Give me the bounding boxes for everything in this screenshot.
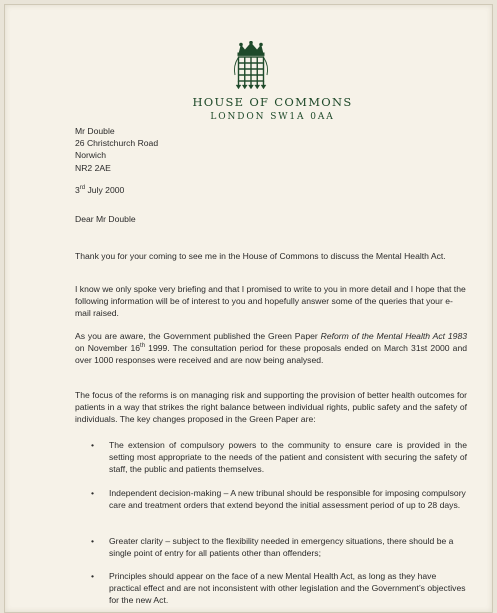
- paragraph-green-paper: [75, 330, 467, 367]
- recipient-line: 26 Christchurch Road: [75, 138, 159, 149]
- p3-text: 1999. The consultation period for these proposals ended on March 31st 2000 and over 1000 responses were received and are now being analysed.: [75, 342, 467, 365]
- date-rest: July 2000: [85, 185, 125, 195]
- portcullis-icon: [231, 41, 271, 91]
- letterhead-address: LONDON SW1A 0AA: [210, 112, 335, 122]
- green-paper-title: Reform of the Mental Health Act 1983: [320, 330, 467, 341]
- date-suffix: rd: [79, 185, 86, 192]
- list-item-text: Independent decision-making – A new tribunal should be responsible for imposing compulsory care and treatment orders that extend beyond the initial assessment period of up to 28 days.: [109, 488, 466, 511]
- date-day: 3: [75, 185, 80, 195]
- recipient-line: Norwich: [75, 150, 107, 161]
- p3-text: As you are aware, the Government published the Green Paper: [75, 330, 321, 341]
- list-item: [91, 487, 467, 511]
- list-item-text: The extension of compulsory powers to the community to ensure care is provided in the setting most appropriate to the needs of the patient and consistent with securing the safety of staff, the public and patients themselves.: [109, 440, 467, 475]
- recipient-address: [75, 125, 467, 174]
- bullet-icon: •: [91, 571, 95, 581]
- paragraph-focus: The focus of the reforms is on managing risk and supporting the provision of better health outcomes for patients in a way that strikes the right balance between individual rights, public safety and the safety of individuals. The key changes proposed in the Green Paper are:: [75, 389, 467, 424]
- paragraph-followup: I know we only spoke very briefing and that I promised to write to you in more detail and I hope that the following information will be of interest to you and hopefully answer some of the queries that your e-mail raised.: [75, 283, 466, 318]
- bullet-icon: •: [91, 488, 95, 498]
- bullet-icon: •: [91, 536, 95, 546]
- list-item-text: Principles should appear on the face of a new Mental Health Act, as long as they have practical effect and are not inconsistent with other legislation and the Government’s objectives for the new Act.: [109, 571, 466, 606]
- paragraph-intro: Thank you for your coming to see me in the House of Commons to discuss the Mental Health Act.: [75, 250, 446, 261]
- recipient-line: Mr Double: [75, 126, 115, 136]
- bullet-icon: •: [91, 440, 95, 450]
- letter-page: [4, 4, 493, 613]
- salutation: Dear Mr Double: [75, 214, 136, 224]
- recipient-line: NR2 2AE: [75, 162, 111, 173]
- letterhead-name: HOUSE OF COMMONS: [192, 95, 353, 109]
- p3-text: on November 16: [75, 342, 141, 353]
- list-item-text: Greater clarity – subject to the flexibility needed in emergency situations, there should be a single point of entry for all patients other than offenders;: [109, 536, 454, 559]
- letter-date: [75, 184, 467, 196]
- p3-sup: th: [140, 342, 146, 349]
- list-item: [91, 535, 467, 559]
- list-item: [91, 439, 467, 476]
- list-item: [91, 570, 467, 607]
